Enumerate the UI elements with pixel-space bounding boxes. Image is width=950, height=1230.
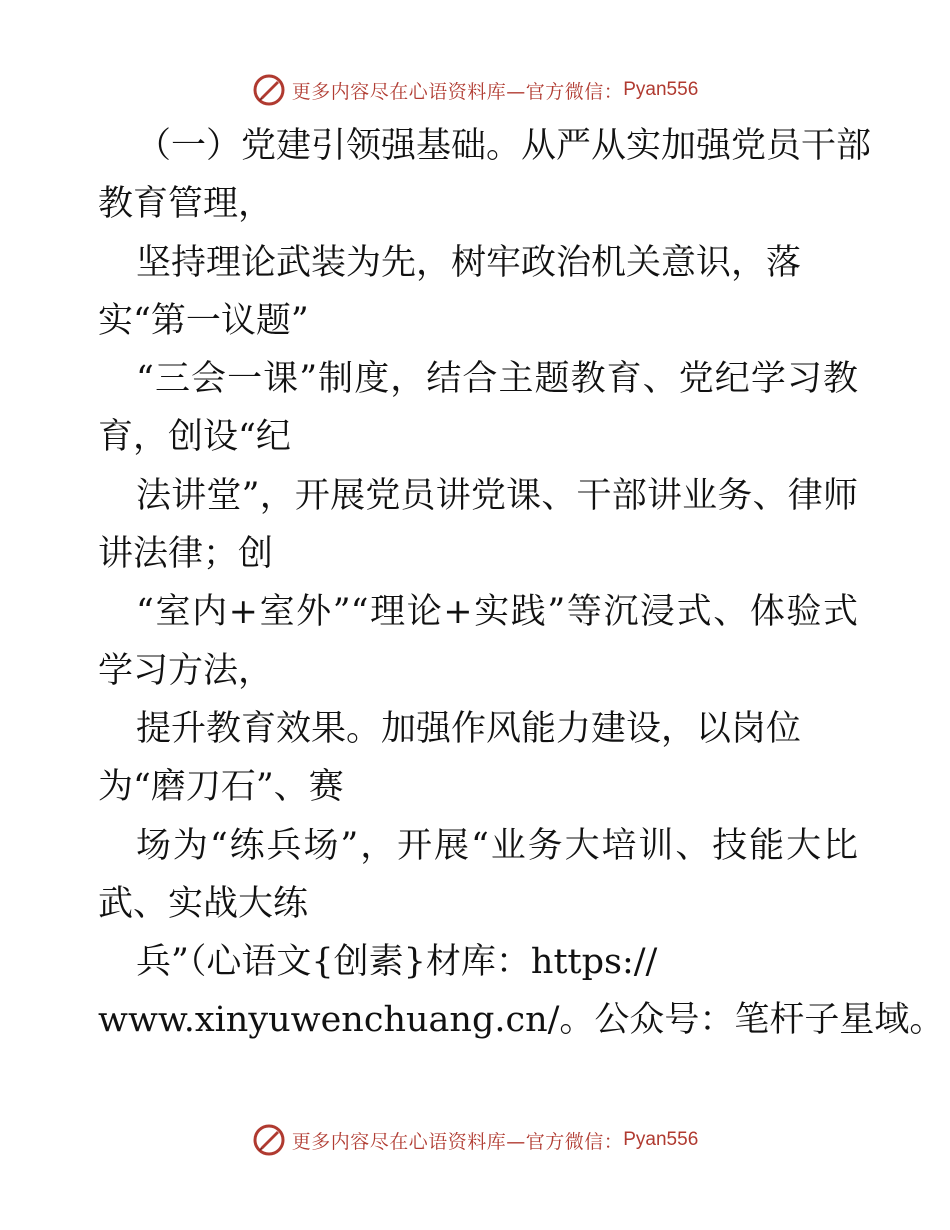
text-line: “三会一课”制度，结合主题教育、党纪学习教 <box>136 359 858 400</box>
text-line: 兵”（心语文{创素}材库：https:// <box>136 942 658 983</box>
document-body <box>98 117 945 1050</box>
text-line: www.xinyuwenchuang.cn/。公众号：笔杆子星域。 <box>98 1000 945 1041</box>
header-watermark-banner <box>0 68 950 112</box>
text-line: 武、实战大练 <box>98 883 309 924</box>
banner-wechat-id: Pyan556 <box>623 1129 699 1150</box>
text-line: 实“第一议题” <box>98 300 309 341</box>
text-line: 提升教育效果。加强作风能力建设，以岗位 <box>136 708 802 749</box>
text-line: “室内+室外”“理论+实践”等沉浸式、体验式 <box>136 592 858 633</box>
text-line: 讲法律；创 <box>98 534 274 575</box>
footer-watermark-banner <box>0 1118 950 1162</box>
pen-logo-icon <box>252 73 286 107</box>
banner-text: 更多内容尽在心语资料库—官方微信： <box>291 80 624 103</box>
text-line: （一）党建引领强基础。从严从实加强党员干部 <box>136 126 872 166</box>
banner-text: 更多内容尽在心语资料库—官方微信： <box>291 1130 624 1153</box>
text-line: 场为“练兵场”，开展“业务大培训、技能大比 <box>136 825 858 866</box>
text-line: 坚持理论武装为先，树牢政治机关意识，落 <box>136 242 802 283</box>
text-line: 教育管理， <box>98 184 274 225</box>
text-line: 育，创设“纪 <box>98 417 291 458</box>
pen-logo-icon <box>252 1123 286 1157</box>
banner-wechat-id: Pyan556 <box>623 79 699 100</box>
text-line: 学习方法， <box>98 650 274 691</box>
text-line: 法讲堂”，开展党员讲党课、干部讲业务、律师 <box>136 475 858 516</box>
text-line: 为“磨刀石”、赛 <box>98 767 344 808</box>
